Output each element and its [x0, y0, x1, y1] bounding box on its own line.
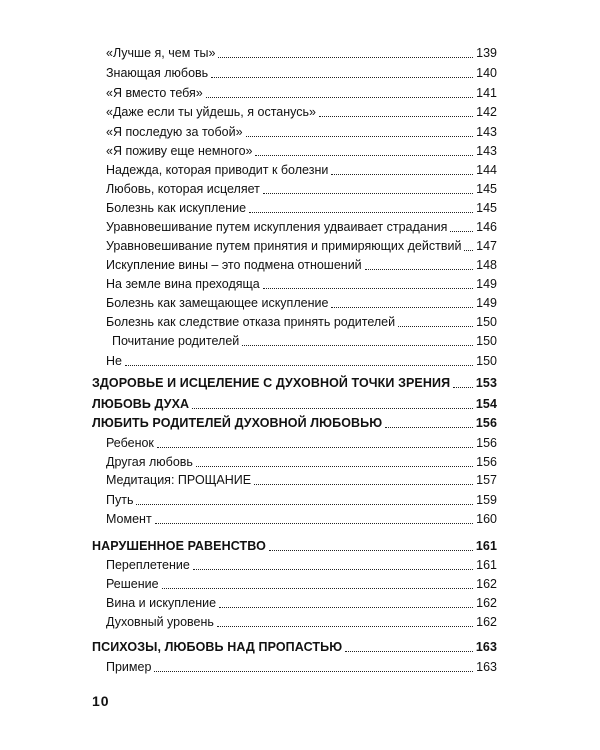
- toc-entry-page: 143: [476, 144, 497, 158]
- toc-entry-page: 161: [476, 558, 497, 572]
- toc-entry: [106, 659, 497, 675]
- dot-leader: [255, 155, 473, 156]
- toc-entry-page: 145: [476, 201, 497, 215]
- toc-entry-title: Момент: [106, 512, 152, 526]
- toc-entry-page: 161: [475, 539, 497, 553]
- toc-entry: [106, 104, 497, 120]
- toc-entry-title: Болезнь как искупление: [106, 201, 247, 215]
- dot-leader: [211, 77, 473, 78]
- toc-entry-title: Болезнь как следствие отказа принять родителей: [106, 315, 396, 329]
- toc-entry-page: 160: [476, 512, 497, 526]
- toc-entry-title: Болезнь как замещающее искупление: [106, 296, 329, 310]
- toc-entry: [106, 557, 497, 573]
- toc-entry-title: Надежда, которая приводит к болезни: [106, 163, 329, 177]
- toc-entry: [106, 65, 497, 81]
- dot-leader: [246, 136, 474, 137]
- toc-entry-page: 149: [476, 277, 497, 291]
- toc-entry: [106, 435, 497, 451]
- toc-entry-page: 148: [476, 258, 497, 272]
- toc-entry: [106, 314, 497, 330]
- toc-entry-page: 142: [476, 105, 497, 119]
- toc-entry-title: Любовь, которая исцеляет: [106, 182, 260, 196]
- toc-entry-title: Не: [106, 354, 122, 368]
- dot-leader: [249, 212, 473, 213]
- dot-leader: [206, 97, 473, 98]
- dot-leader: [162, 588, 474, 589]
- toc-entry: [106, 295, 497, 311]
- toc-entry: [106, 492, 497, 508]
- toc-entry: [106, 257, 497, 273]
- toc-entry-page: 150: [476, 315, 497, 329]
- toc-entry-page: 150: [476, 334, 497, 348]
- toc-entry-page: 156: [475, 416, 497, 430]
- toc-entry-page: 140: [476, 66, 497, 80]
- toc-entry: [106, 353, 497, 369]
- toc-entry-title: Уравновешивание путем искупления удваивает страдания: [106, 220, 448, 234]
- toc-section-heading: [92, 375, 497, 391]
- dot-leader: [196, 466, 473, 467]
- toc-entry-title: Уравновешивание путем принятия и примиряющих действий: [106, 239, 462, 253]
- toc-section-heading: [92, 639, 497, 655]
- toc-entry-title: Ребенок: [106, 436, 154, 450]
- toc-entry: [106, 143, 497, 159]
- toc-entry-title: Вина и искупление: [106, 596, 217, 610]
- toc-entry: [106, 595, 497, 611]
- toc-entry: [106, 511, 497, 527]
- toc-entry-title: Решение: [106, 577, 159, 591]
- dot-leader: [269, 550, 473, 551]
- toc-section-heading: [92, 396, 497, 412]
- toc-entry-page: 163: [475, 640, 497, 654]
- toc-entry-page: 143: [476, 125, 497, 139]
- toc-entry-page: 162: [476, 596, 497, 610]
- toc-entry: [106, 576, 497, 592]
- toc-entry: [106, 162, 497, 178]
- toc-entry-page: 153: [475, 376, 497, 390]
- dot-leader: [218, 57, 473, 58]
- dot-leader: [450, 231, 473, 232]
- toc-entry-title: Искупление вины – это подмена отношений: [106, 258, 362, 272]
- toc-entry-page: 156: [476, 436, 497, 450]
- toc-entry-title: ЛЮБОВЬ ДУХА: [92, 397, 190, 411]
- toc-section-heading: [92, 415, 497, 431]
- dot-leader: [263, 288, 473, 289]
- dot-leader: [319, 116, 473, 117]
- toc-entry: [106, 454, 497, 470]
- toc-entry-title: ЛЮБИТЬ РОДИТЕЛЕЙ ДУХОВНОЙ ЛЮБОВЬЮ: [92, 416, 383, 430]
- dot-leader: [217, 626, 473, 627]
- toc-entry-title: Духовный уровень: [106, 615, 214, 629]
- toc-entry-title: НАРУШЕННОЕ РАВЕНСТВО: [92, 539, 266, 553]
- page-number: 10: [92, 693, 110, 709]
- dot-leader: [385, 427, 473, 428]
- toc-entry-title: ПСИХОЗЫ, ЛЮБОВЬ НАД ПРОПАСТЬЮ: [92, 640, 343, 654]
- toc-entry-page: 162: [476, 577, 497, 591]
- toc-entry-title: «Я вместо тебя»: [106, 86, 203, 100]
- toc-entry-title: Знающая любовь: [106, 66, 209, 80]
- toc-entry-title: Переплетение: [106, 558, 190, 572]
- toc-entry-title: «Лучше я, чем ты»: [106, 46, 216, 60]
- dot-leader: [242, 345, 473, 346]
- dot-leader: [331, 174, 473, 175]
- toc-section-heading: [92, 538, 497, 554]
- toc-entry-page: 154: [475, 397, 497, 411]
- dot-leader: [125, 365, 473, 366]
- dot-leader: [464, 250, 473, 251]
- dot-leader: [193, 569, 473, 570]
- toc-entry-page: 163: [476, 660, 497, 674]
- dot-leader: [136, 504, 473, 505]
- toc-entry: [112, 333, 497, 349]
- toc-entry-page: 159: [476, 493, 497, 507]
- toc-entry: [106, 276, 497, 292]
- toc-entry-page: 147: [476, 239, 497, 253]
- toc-entry-title: ЗДОРОВЬЕ И ИСЦЕЛЕНИЕ С ДУХОВНОЙ ТОЧКИ ЗРЕНИЯ: [92, 376, 451, 390]
- toc-entry: [106, 45, 497, 61]
- toc-entry-page: 145: [476, 182, 497, 196]
- toc-entry-page: 156: [476, 455, 497, 469]
- toc-entry-title: Пример: [106, 660, 152, 674]
- toc-entry-title: На земле вина преходяща: [106, 277, 260, 291]
- toc-entry-title: «Я поживу еще немного»: [106, 144, 253, 158]
- toc-entry-page: 149: [476, 296, 497, 310]
- toc-entry-title: «Я последую за тобой»: [106, 125, 243, 139]
- toc-entry-page: 162: [476, 615, 497, 629]
- dot-leader: [263, 193, 473, 194]
- dot-leader: [157, 447, 473, 448]
- dot-leader: [365, 269, 473, 270]
- toc-entry-page: 144: [476, 163, 497, 177]
- toc-entry-page: 150: [476, 354, 497, 368]
- dot-leader: [219, 607, 473, 608]
- dot-leader: [331, 307, 473, 308]
- dot-leader: [453, 387, 473, 388]
- dot-leader: [398, 326, 473, 327]
- dot-leader: [192, 408, 473, 409]
- dot-leader: [154, 671, 473, 672]
- toc-entry: [106, 472, 497, 488]
- toc-entry-title: «Даже если ты уйдешь, я останусь»: [106, 105, 316, 119]
- toc-entry: [106, 85, 497, 101]
- toc-entry-page: 157: [476, 473, 497, 487]
- toc-entry-page: 141: [476, 86, 497, 100]
- toc-entry-title: Путь: [106, 493, 134, 507]
- toc-entry-title: Почитание родителей: [112, 334, 240, 348]
- toc-entry: [106, 124, 497, 140]
- toc-entry: [106, 238, 497, 254]
- dot-leader: [345, 651, 473, 652]
- toc-entry-page: 139: [476, 46, 497, 60]
- toc-entry: [106, 181, 497, 197]
- toc-entry: [106, 614, 497, 630]
- dot-leader: [155, 523, 473, 524]
- toc-entry: [106, 219, 497, 235]
- toc-entry: [106, 200, 497, 216]
- toc-entry-page: 146: [476, 220, 497, 234]
- toc-entry-title: Медитация: ПРОЩАНИЕ: [106, 473, 252, 487]
- dot-leader: [254, 484, 473, 485]
- toc-entry-title: Другая любовь: [106, 455, 193, 469]
